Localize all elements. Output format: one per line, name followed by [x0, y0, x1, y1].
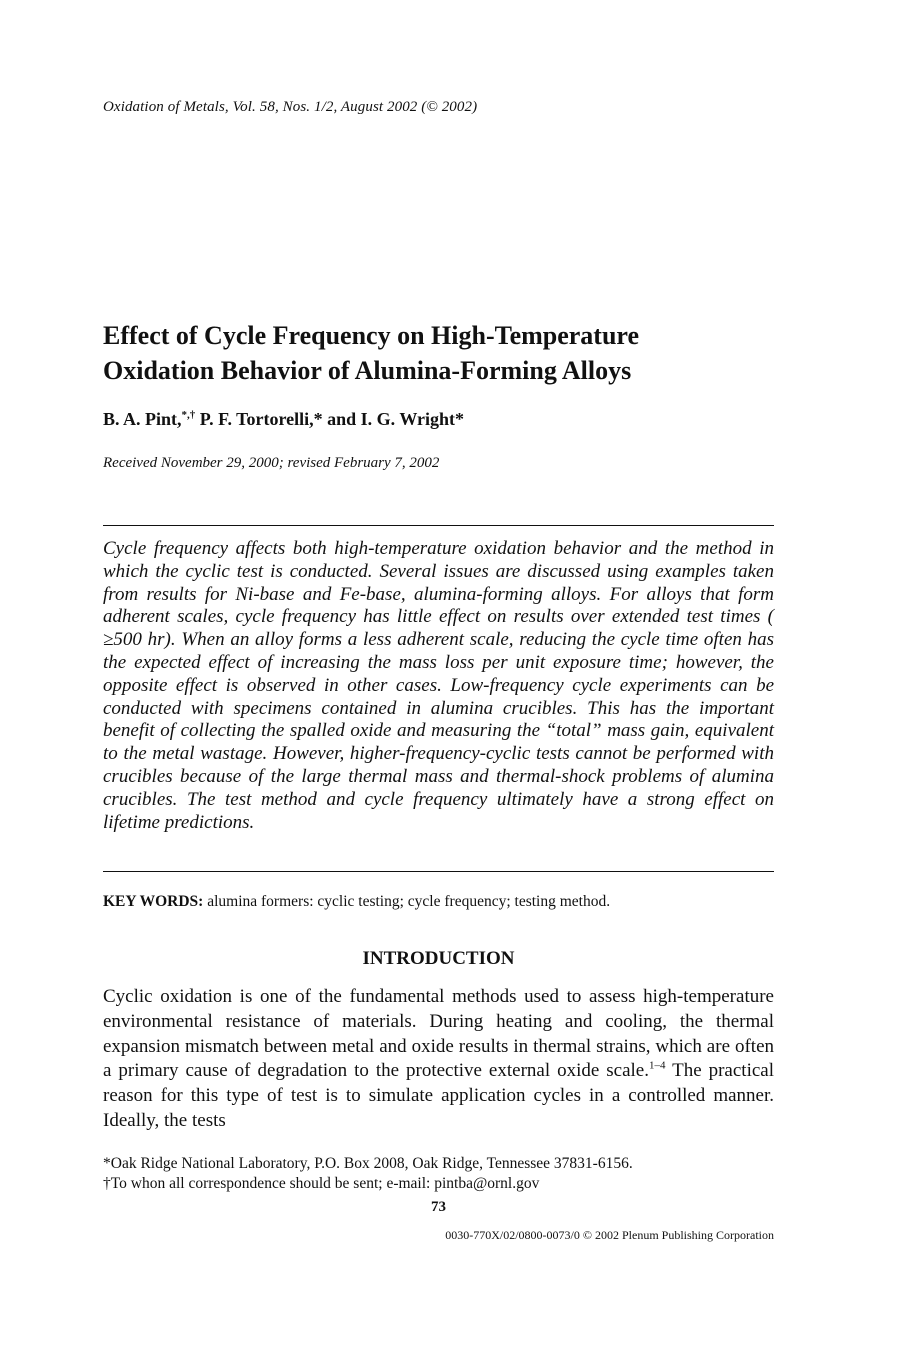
- keywords-label: KEY WORDS:: [103, 893, 204, 910]
- abstract-text: Cycle frequency affects both high-temperature oxidation behavior and the method in which the cyclic test is conducted. Several issues are discussed using examples taken from results for Ni-base and Fe-base, alumina-forming alloys. For alloys that form adherent scales, cycle frequency has little effect on results over extended test times ( ≥500 hr). When an alloy forms a less adherent scale, reducing the cycle time often has the expected effect of increasing the mass loss per unit exposure time; however, the opposite effect is observed in other cases. Low-frequency cycle experiments can be conducted with specimens contained in alumina crucibles. This has the important benefit of collecting the spalled oxide and measuring the “total” mass gain, equivalent to the metal wastage. However, higher-frequency-cyclic tests cannot be performed with crucibles because of the large thermal mass and thermal-shock problems of alumina crucibles. The test method and cycle frequency ultimately have a strong effect on lifetime predictions.: [103, 538, 774, 833]
- footnote-correspondence: †To whon all correspondence should be sent; e-mail: pintba@ornl.gov: [103, 1175, 540, 1192]
- reference-superscript: 1–4: [648, 1060, 666, 1073]
- introduction-paragraph: [103, 985, 774, 1134]
- abstract-top-rule: [103, 525, 774, 526]
- paper-title: [103, 318, 783, 388]
- received-dates: Received November 29, 2000; revised February 7, 2002: [103, 455, 440, 471]
- author-pint-marks: *,†: [181, 409, 196, 421]
- journal-citation: Oxidation of Metals, Vol. 58, Nos. 1/2, August 2002 (© 2002): [103, 99, 478, 115]
- keywords: [103, 893, 610, 911]
- intro-text-part-1: Cyclic oxidation is one of the fundamental methods used to assess high-temperature environmental resistance of materials. During heating and cooling, the thermal expansion mismatch between metal and oxide results in thermal strains, which are often a primary cause of degradation to the protective external oxide scale.: [103, 986, 774, 1082]
- title-line-1: Effect of Cycle Frequency on High-Temperature: [103, 321, 640, 350]
- section-heading-introduction: INTRODUCTION: [362, 948, 515, 969]
- page-number: 73: [431, 1199, 446, 1215]
- copyright-line: 0030-770X/02/0800-0073/0 © 2002 Plenum Publishing Corporation: [445, 1228, 774, 1242]
- title-line-2: Oxidation Behavior of Alumina-Forming Alloys: [103, 356, 632, 385]
- intro-text-part-2: The practical reason for this type of test is to simulate application cycles in a controlled manner. Ideally, the tests: [103, 1060, 775, 1131]
- abstract-bottom-rule: [103, 871, 774, 872]
- keywords-list: alumina formers: cyclic testing; cycle frequency; testing method.: [203, 893, 611, 910]
- footnotes: [103, 1154, 774, 1194]
- footnote-affiliation: *Oak Ridge National Laboratory, P.O. Box 2008, Oak Ridge, Tennessee 37831-6156.: [103, 1155, 633, 1172]
- author-pint: B. A. Pint,: [103, 409, 182, 429]
- author-others: P. F. Tortorelli,* and I. G. Wright*: [195, 409, 464, 429]
- author-list: [103, 409, 464, 430]
